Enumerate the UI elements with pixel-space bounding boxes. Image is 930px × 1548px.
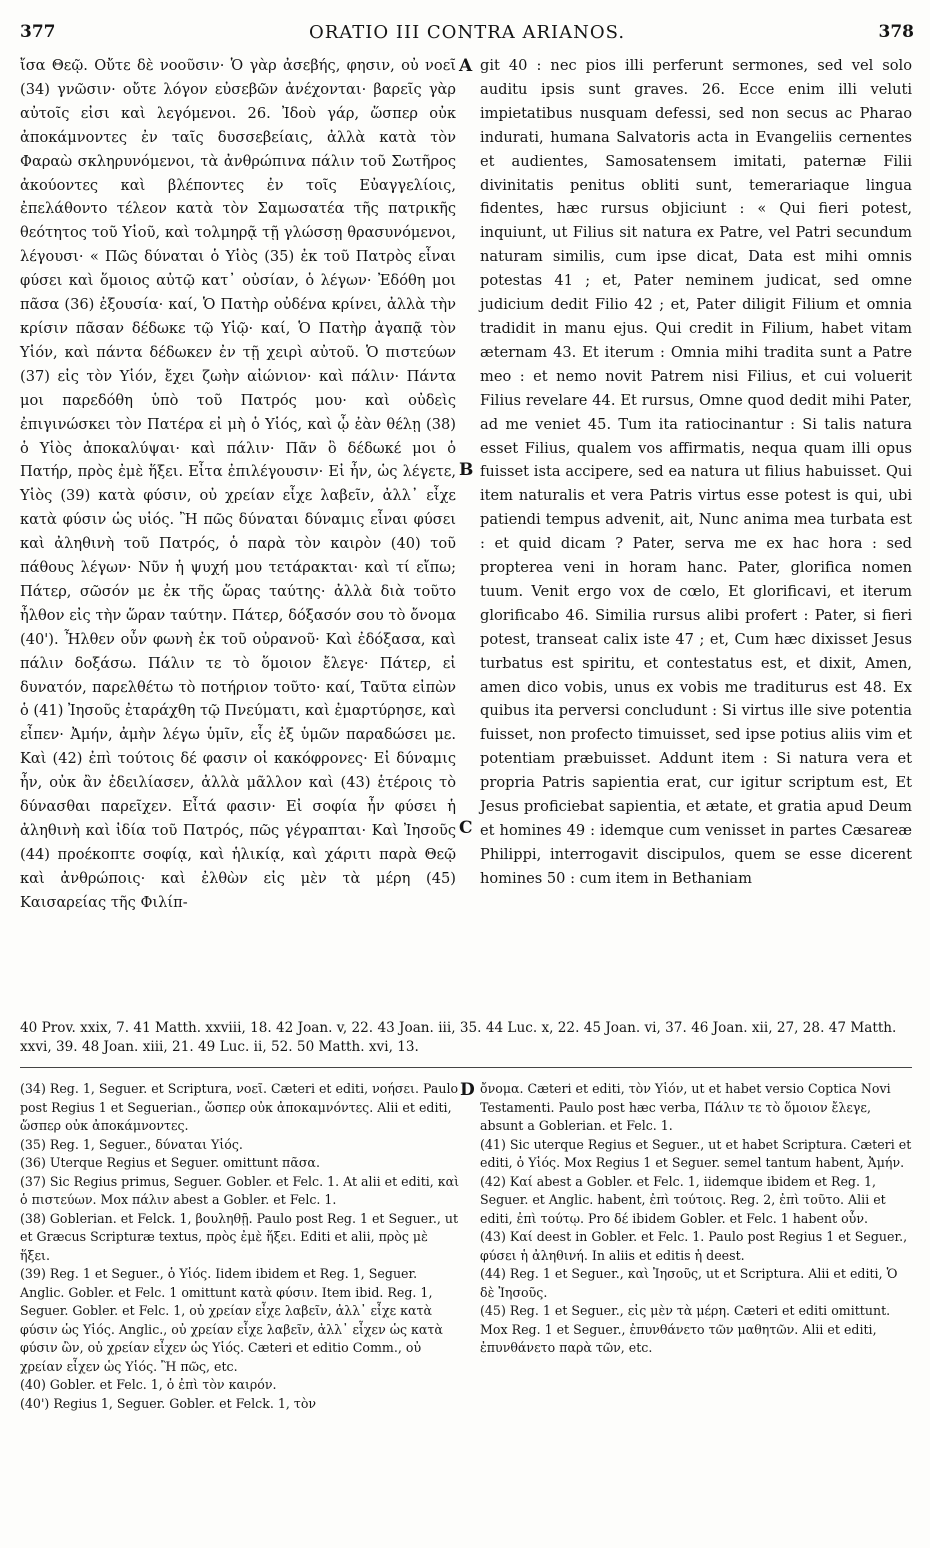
- scripture-reference-text: 40 Prov. xxix, 7. 41 Matth. xxviii, 18. 42 Joan. v, 22. 43 Joan. iii, 35. 44 Luc. x, 22. 45 Joan. vi, 37. 46 Joan. xii, 27, 28. 47 Matth. xxvi, 39. 48 Joan. xiii, 21. 49 Luc. ii, 52. 50 Matth. xvi, 13.: [20, 1020, 897, 1055]
- critical-note: (36) Uterque Regius et Seguer. omittunt πᾶσα.: [20, 1155, 320, 1170]
- margin-marker-b: B: [459, 460, 474, 480]
- running-title: ORATIO III CONTRA ARIANOS.: [308, 22, 626, 43]
- critical-note: (39) Reg. 1 et Seguer., ὁ Υἱός. Iidem ibidem et Reg. 1, Seguer. Anglic. Gobler. et Felc. 1 omittunt κατὰ φύσιν. Item ibid. Reg. 1, Seguer. Gobler. et Felc. 1, οὐ χρείαν εἶχε λαβεῖν, ἀλλ᾽ εἶχε κατὰ φύσιν ὡς Υἱός. Anglic., οὐ χρείαν εἶχε λαβεῖν, ἀλλ᾽ εἶχεν ὡς κατὰ φύσιν ὢν, οὐ χρείαν εἶχεν ὡς Υἱός. Cæteri et editio Comm., οὐ χρείαν εἶχεν ὡς Υἱός. Ἢ πῶς, etc.: [20, 1266, 443, 1374]
- running-header: [20, 22, 914, 52]
- critical-notes-right: [480, 1080, 912, 1358]
- critical-notes-left: [20, 1080, 460, 1413]
- critical-note: ὄνομα. Cæteri et editi, τὸν Υἱόν, ut et habet versio Coptica Novi Testamenti. Paulo post hæc verba, Πάλιν τε τὸ ὅμοιον ἔλεγε, absunt a Goblerian. et Felc. 1.: [480, 1081, 891, 1133]
- footnote-divider: [20, 1067, 912, 1068]
- critical-note: (45) Reg. 1 et Seguer., εἰς μὲν τὰ μέρη. Cæteri et editi omittunt. Mox Reg. 1 et Seguer., ἐπυνθάνετο τῶν μαθητῶν. Alii et editi, ἐπυνθάνετο παρὰ τῶν, etc.: [480, 1303, 891, 1355]
- critical-note: (42) Καί abest a Gobler. et Felc. 1, iidemque ibidem et Reg. 1, Seguer. et Anglic. habent, ἐπὶ τούτοις. Reg. 2, ἐπὶ τοῦτο. Alii et editi, ἐπὶ τούτῳ. Pro δέ ibidem Gobler. et Felc. 1 habent οὖν.: [480, 1173, 886, 1226]
- greek-text-column: [20, 54, 456, 915]
- critical-note: (37) Sic Regius primus, Seguer. Gobler. et Felc. 1. At alii et editi, καὶ ὁ πιστεύων. Mox πάλιν abest a Gobler. et Felc. 1.: [20, 1173, 460, 1207]
- right-page-number: 378: [878, 22, 914, 42]
- critical-note: (40') Regius 1, Seguer. Gobler. et Felck. 1, τὸν: [20, 1395, 317, 1411]
- margin-marker-c: C: [459, 818, 473, 838]
- margin-marker-a: A: [459, 56, 473, 76]
- critical-note: (41) Sic uterque Regius et Seguer., ut et habet Scriptura. Cæteri et editi, ὁ Υἱός. Mox Regius 1 et Seguer. semel tantum habent, Ἀμήν.: [480, 1136, 912, 1170]
- greek-body-text: ἴσα Θεῷ. Οὔτε δὲ νοοῦσιν· Ὁ γὰρ ἀσεβής, φησιν, οὐ νοεῖ (34) γνῶσιν· οὔτε λόγον εὐσεβῶν ἀνέχονται· βαρεῖς γὰρ αὐτοῖς εἰσι καὶ λεγόμενοι. 26. Ἰδοὺ γάρ, ὥσπερ οὐκ ἀποκάμνοντες ἐν ταῖς δυσσεβείαις, ἀλλὰ κατὰ τὸν Φαραὼ σκληρυνόμενοι, τὰ ἀνθρώπινα πάλιν τοῦ Σωτῆρος ἀκούοντες καὶ βλέποντες ἐν τοῖς Εὐαγγελίοις, ἐπελάθοντο τέλεον κατὰ τὸν Σαμωσατέα τῆς πατρικῆς θεότητος τοῦ Υἱοῦ, καὶ τολμηρᾷ τῇ γλώσσῃ θρασυνόμενοι, λέγουσι· « Πῶς δύναται ὁ Υἱὸς (35) ἐκ τοῦ Πατρὸς εἶναι φύσει καὶ ὅμοιος αὐτῷ κατ᾽ οὐσίαν, ὁ λέγων· Ἐδόθη μοι πᾶσα (36) ἐξουσία· καί, Ὁ Πατὴρ οὐδένα κρίνει, ἀλλὰ τὴν κρίσιν πᾶσαν δέδωκε τῷ Υἱῷ· καί, Ὁ Πατὴρ ἀγαπᾷ τὸν Υἱόν, καὶ πάντα δέδωκεν ἐν τῇ χειρὶ αὐτοῦ. Ὁ πιστεύων (37) εἰς τὸν Υἱόν, ἔχει ζωὴν αἰώνιον· καὶ πάλιν· Πάντα μοι παρεδόθη ὑπὸ τοῦ Πατρός μου· καὶ οὐδεὶς ἐπιγινώσκει τὸν Πατέρα εἰ μὴ ὁ Υἱός, καὶ ᾧ ἐὰν θέλῃ (38) ὁ Υἱὸς ἀποκαλύψαι· καὶ πάλιν· Πᾶν ὃ δέδωκέ μοι ὁ Πατήρ, πρὸς ἐμὲ ἥξει. Εἶτα ἐπιλέγουσιν· Εἰ ἦν, ὡς λέγετε, Υἱὸς (39) κατὰ φύσιν, οὐ χρείαν εἶχε λαβεῖν, ἀλλ᾽ εἶχε κατὰ φύσιν ὡς υἱός. Ἢ πῶς δύναται δύναμις εἶναι φύσει καὶ ἀληθινὴ τοῦ Πατρός, ὁ παρὰ τὸν καιρὸν (40) τοῦ πάθους λέγων· Νῦν ἡ ψυχή μου τετάρακται· καὶ τί εἴπω; Πάτερ, σῶσόν με ἐκ τῆς ὥρας ταύτης· ἀλλὰ διὰ τοῦτο ἦλθον εἰς τὴν ὥραν ταύτην. Πάτερ, δόξασόν σου τὸ ὄνομα (40'). Ἦλθεν οὖν φωνὴ ἐκ τοῦ οὐρανοῦ· Καὶ ἐδόξασα, καὶ πάλιν δοξάσω. Πάλιν τε τὸ ὅμοιον ἔλεγε· Πάτερ, εἰ δυνατόν, παρελθέτω τὸ ποτήριον τοῦτο· καί, Ταῦτα εἰπὼν ὁ (41) Ἰησοῦς ἐταράχθη τῷ Πνεύματι, καὶ ἐμαρτύρησε, καὶ εἶπεν· Ἀμήν, ἀμὴν λέγω ὑμῖν, εἷς ἐξ ὑμῶν παραδώσει με. Καὶ (42) ἐπὶ τούτοις δέ φασιν οἱ κακόφρονες· Εἰ δύναμις ἦν, οὐκ ἂν ἐδειλίασεν, ἀλλὰ μᾶλλον καὶ (43) ἑτέροις τὸ δύνασθαι παρεῖχεν. Εἶτά φασιν· Εἰ σοφία ἦν φύσει ἡ ἀληθινὴ καὶ ἰδία τοῦ Πατρός, πῶς γέγραπται· Καὶ Ἰησοῦς (44) προέκοπτε σοφίᾳ, καὶ ἡλικίᾳ, καὶ χάριτι παρὰ Θεῷ καὶ ἀνθρώποις· καὶ ἐλθὼν εἰς μὲν τὰ μέρη (45) Καισαρείας τῆς Φιλίπ-: [20, 57, 456, 911]
- critical-note: (43) Καί deest in Gobler. et Felc. 1. Paulo post Regius 1 et Seguer., φύσει ἡ ἀληθινή. In aliis et editis ἡ deest.: [480, 1229, 908, 1263]
- margin-marker-d: D: [460, 1080, 475, 1100]
- critical-note: (44) Reg. 1 et Seguer., καὶ Ἰησοῦς, ut et Scriptura. Alii et editi, Ὁ δὲ Ἰησοῦς.: [480, 1266, 898, 1300]
- latin-text-column: [480, 54, 912, 891]
- critical-note: (35) Reg. 1, Seguer., δύναται Υἱός.: [20, 1136, 243, 1152]
- left-page-number: 377: [20, 22, 56, 42]
- critical-note: (34) Reg. 1, Seguer. et Scriptura, νοεῖ. Cæteri et editi, νοήσει. Paulo post Regius 1 et Seguerian., ὥσπερ οὐκ ἀποκαμνόντες. Alii et editi, ὥσπερ οὐκ ἀποκάμνοντες.: [20, 1081, 459, 1133]
- critical-note: (38) Goblerian. et Felck. 1, βουληθῇ. Paulo post Reg. 1 et Seguer., ut et Græcus Scripturæ textus, πρὸς ἐμὲ ἥξει. Editi et alii, πρὸς μὲ ἥξει.: [20, 1210, 459, 1263]
- scripture-references: [20, 1019, 912, 1057]
- critical-note: (40) Gobler. et Felc. 1, ὁ ἐπὶ τὸν καιρόν.: [20, 1377, 277, 1392]
- latin-body-text: git 40 : nec pios illi perferunt sermones, sed vel solo auditu ipsis sunt graves. 26. Ecce enim illi veluti impietatibus nusquam defessi, sed non secus ac Pharao indurati, humana Salvatoris acta in Evangeliis cernentes et audientes, Samosatensem imitati, paternæ Filii divinitatis penitus obliti sunt, temerariaque lingua fidentes, hæc rursus objiciunt : « Qui fieri potest, inquiunt, ut Filius sit natura ex Patre, vel Patri secundum naturam similis, cum ipse dicat, Data est mihi omnis potestas 41 ; et, Pater neminem judicat, sed omne judicium dedit Filio 42 ; et, Pater diligit Filium et omnia tradidit in manu ejus. Qui credit in Filium, habet vitam æternam 43. Et iterum : Omnia mihi tradita sunt a Patre meo : et nemo novit Patrem nisi Filius, et cui voluerit Filius revelare 44. Et rursus, Omne quod dedit mihi Pater, ad me veniet 45. Tum ita ratiocinantur : Si talis natura esset Filius, qualem vos affirmatis, nequa quam illi opus fuisset ista accipere, sed ea natura ut filius habuisset. Qui item naturalis et vera Patris virtus esse potest is qui, ubi patiendi tempus advenit, ait, Nunc anima mea turbata est : et quid dicam ? Pater, serva me ex hac hora : sed propterea veni in horam hanc. Pater, glorifica nomen tuum. Venit ergo vox de cœlo, Et glorificavi, et iterum glorificabo 46. Similia rursus alibi profert : Pater, si fieri potest, transeat calix iste 47 ; et, Cum hæc dixisset Jesus turbatus est spiritu, et contestatus est, et dixit, Amen, amen dico vobis, unus ex vobis me traditurus est 48. Ex quibus ita perversi concludunt : Si virtus ille sive potentia fuisset, non profecto timuisset, sed ipse potius aliis vim et potentiam præbuisset. Addunt item : Si natura vera et propria Patris sapientia erat, cur igitur scriptum est, Et Jesus proficiebat sapientia, et ætate, et gratia apud Deum et homines 49 : idemque cum venisset in partes Cæsareæ Philippi, interrogavit discipulos, quem se esse dicerent homines 50 : cum item in Bethaniam: [480, 57, 912, 887]
